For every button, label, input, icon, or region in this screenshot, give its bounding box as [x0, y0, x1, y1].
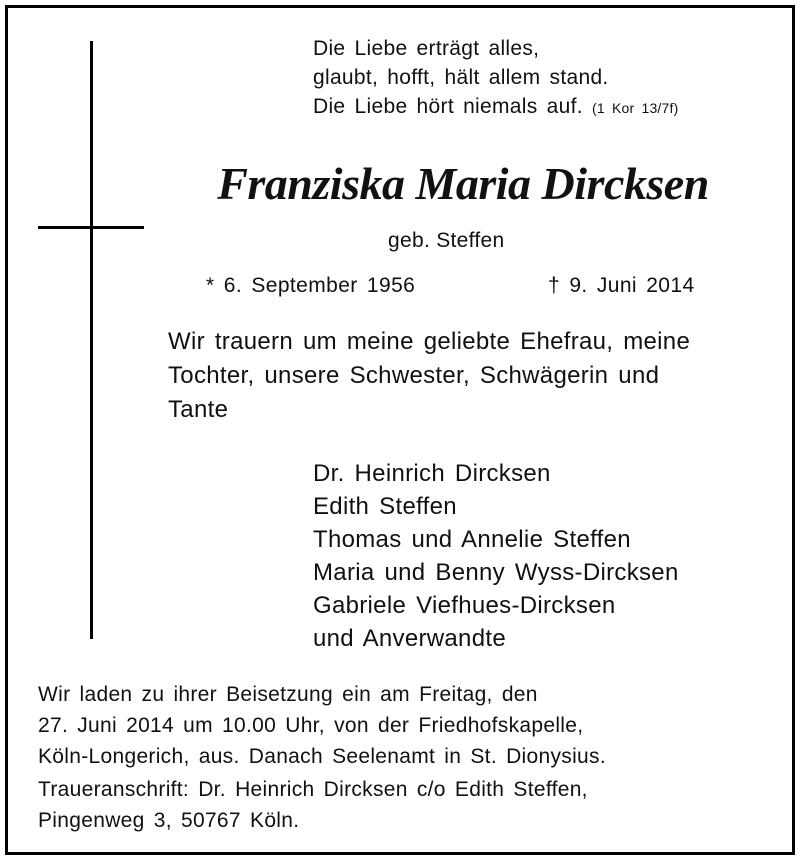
obituary-frame [5, 5, 795, 855]
birth-date: * 6. September 1956 [206, 274, 416, 297]
mourner-name: Edith Steffen [313, 493, 457, 520]
mourner-name: Thomas und Annelie Steffen [313, 526, 631, 553]
quote-line-text: Die Liebe hört niemals auf. [313, 95, 583, 118]
mourning-line: Wir trauern um meine geliebte Ehefrau, meine [168, 328, 691, 355]
born-name: geb. Steffen [388, 229, 505, 252]
mourning-line: Tochter, unsere Schwester, Schwägerin und [168, 362, 660, 389]
deceased-name: Franziska Maria Dircksen [217, 158, 709, 209]
cross-icon-vertical-bar [90, 41, 93, 639]
mourner-name: und Anverwandte [313, 625, 506, 652]
mourning-text [168, 325, 690, 427]
bible-quote [313, 34, 678, 123]
quote-reference: (1 Kor 13/7f) [592, 100, 679, 116]
death-date: † 9. Juni 2014 [548, 274, 695, 297]
address-line: Pingenweg 3, 50767 Köln. [38, 809, 300, 832]
mourners-list [313, 457, 679, 655]
mourning-address [38, 774, 588, 836]
quote-line: Die Liebe erträgt alles, [313, 37, 540, 60]
mourner-name: Maria und Benny Wyss-Dircksen [313, 559, 679, 586]
mourner-name: Gabriele Viefhues-Dircksen [313, 592, 616, 619]
mourning-line: Tante [168, 396, 229, 423]
funeral-line: Wir laden zu ihrer Beisetzung ein am Freitag, den [38, 683, 538, 706]
funeral-line: Köln-Longerich, aus. Danach Seelenamt in St. Dionysius. [38, 745, 606, 768]
quote-line: glaubt, hofft, hält allem stand. [313, 66, 609, 89]
funeral-notice [38, 679, 606, 772]
funeral-line: 27. Juni 2014 um 10.00 Uhr, von der Friedhofskapelle, [38, 714, 584, 737]
mourner-name: Dr. Heinrich Dircksen [313, 460, 551, 487]
quote-line [313, 92, 678, 123]
cross-icon-horizontal-bar [38, 226, 144, 229]
address-line: Traueranschrift: Dr. Heinrich Dircksen c/o Edith Steffen, [38, 778, 588, 801]
